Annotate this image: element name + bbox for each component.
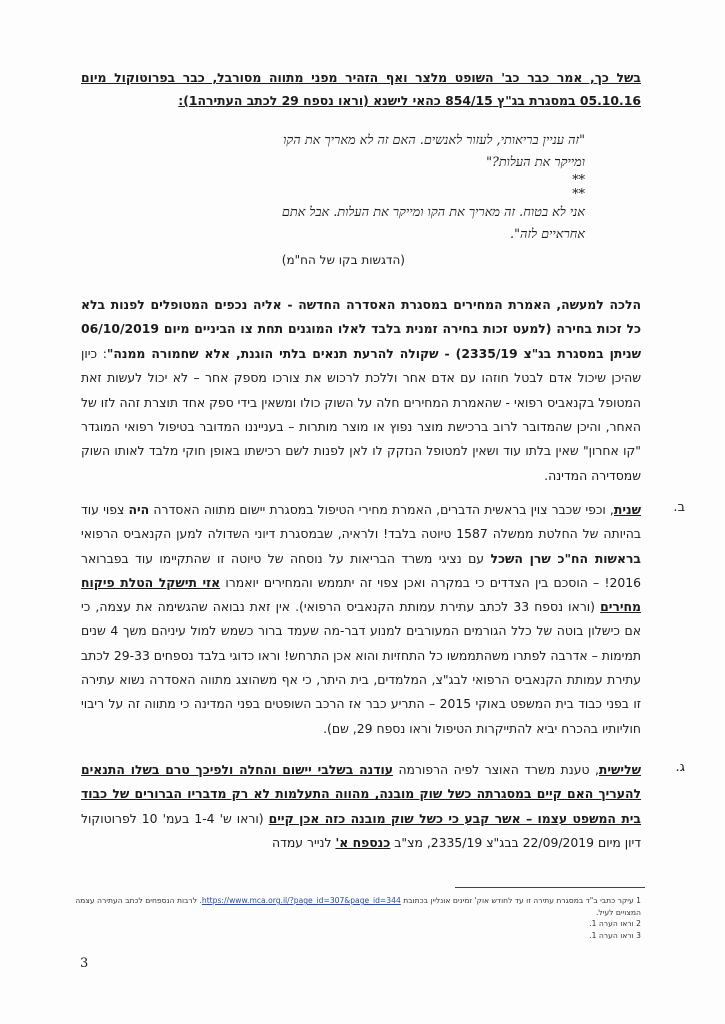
footnote-2: 2 וראו הערה 1. bbox=[589, 919, 641, 928]
footnote-3: 3 וראו הערה 1. bbox=[589, 930, 641, 940]
item-c-marker: ג. bbox=[675, 760, 685, 775]
quote-ellipsis: ** bbox=[572, 173, 585, 188]
item-c-text: , טענת משרד האוצר לפיה הרפורמה bbox=[393, 762, 599, 777]
emphasis-note: (הדגשות בקו של הח"מ) bbox=[281, 253, 405, 267]
item-b-marker: ב. bbox=[673, 500, 685, 515]
item-b-text: צפוי עוד בהיותה של החלטת ממשלה 1587 טיוטה בלבד! ולראיה, שבמסגרת דיוני השדולה למען הקנאביס הרפואי bbox=[81, 502, 641, 542]
footnote-1 bbox=[61, 895, 641, 918]
court-quote bbox=[145, 130, 585, 246]
item-b-lead: שנית bbox=[613, 502, 641, 517]
quote-ellipsis: ** bbox=[572, 187, 585, 202]
item-c-emphasis: עודנה בשלבי יישום והחלה ולפיכך טרם בשלו התנאים להעריך האם קיים במסגרתה כשל שוק מובנה, מהווה התעלמות לא רק מדבריו הברורים של כבוד בית המשפט עצמו – אשר קבע כי כשל שוק מובנה כזה אכן קיים bbox=[81, 762, 641, 826]
item-b-paragraph bbox=[81, 498, 641, 741]
item-b-text: עם נציגי משרד הבריאות על נוסחה של טיוטה זו שהתקיימו עוד בפברואר 2016! – הוסכם בין הצדדים כי במקרה ואכן צפוי זה יתממש והמחירים יואמרו bbox=[81, 550, 641, 590]
item-b-emphasis: היה bbox=[128, 502, 150, 517]
item-b-text: (וראו נספח 33 לכתב עתירת עמותת הקנאביס הרפואי). אין זאת נבואה שהגשימה את עצמה, כי אם כישלון בוטה של כלל הגורמים המעורבים למנוע דבר-מה שעמד ברור כשמש למול עיניהם משך 4 שנים תמימות – אדרבה לפתרו משהתממשו כל התחזיות והוא אכן התרחש! וראו כדוגי בלבד נספחים 29-33 לכתב עתירת עמותת הקנאביס הרפואי לבג"צ, המלמדים, בית היתר, כי אף משהוצג מתווה האסדרה נשוא עתירה זו בפני כבוד בית המשפט באוקי 2015 – התריע כבר אז הרכב השופטים בפני המדינה כי מתווה זה על ריבוי חוליותיו בהכרח יביא להתייקרות הטיפול וראו נספח 29, שם). bbox=[81, 599, 642, 736]
intro-line-2: 05.10.16 במסגרת בג"ץ 854/15 כהאי לישנא (וראו נספח 29 לכתב העתירה1): bbox=[178, 93, 641, 108]
item-c-text: (וראו ש' 1-4 בעמ' 10 לפרוטוקול דיון מיום 22/09/2019 בבג"צ 2335/19, מצ"ב bbox=[81, 810, 641, 850]
item-b-emphasis: אזי תישקל הטלת פיקוח מחירים bbox=[81, 574, 642, 615]
footnotes bbox=[61, 895, 641, 941]
quote-line: "זה עניין בריאותי, לעזור לאנשים. האם זה לא מאריך את הקו bbox=[283, 133, 585, 148]
paragraph-1-text: : כיון שהיכן שיכול אדם לבטל חוזהו עם אדם אחר וללכת לרכוש את צורכו מספק אחר – לא יכול לעשות זאת המטופל בקנאביס רפואי - שהאמרת המחירים חלה על השוק כולו ומשאין בידי ספק אחד תוצרת זהה לזו של האחר, והיכן שהמדובר לרוב ברכישת מוצר נפוץ או מוצר מותרות – בענייננו המדובר בטיפול רפואי המוגדר "קו אחרון" שאין בלתו עוד ושאין למטופל הנזקק לו לאן לפנות לשם רכישתו באופן חוקי מלבד לאותו השוק שמסדירה המדינה. bbox=[81, 345, 641, 483]
item-c-annex-ref: כנספח א' bbox=[335, 834, 391, 850]
quote-line: אחראיים לזה". bbox=[510, 227, 585, 242]
item-c-paragraph bbox=[81, 758, 641, 855]
footnote-number: 1 bbox=[636, 896, 641, 905]
page-number: 3 bbox=[80, 956, 89, 971]
footnote-divider bbox=[455, 887, 645, 888]
item-b-text: , וכפי שכבר צוין בראשית הדברים, האמרת מחירי הטיפול במסגרת יישום מתווה האסדרה bbox=[149, 502, 614, 517]
paragraph-1 bbox=[81, 293, 641, 488]
paragraph-1-bold: הלכה למעשה, האמרת המחירים במסגרת האסדרה החדשה - אליה נכפים המטופלים לפנות בלא כל זכות בחירה (למעט זכות בחירה זמנית בלבד לאלו המוגנים תחת צו הביניים מיום 06/10/2019 שניתן במסגרת בג"צ 2335/19) - שקולה להרעת תנאים בלתי הוגנת, אלא שחמורה ממנה" bbox=[81, 297, 641, 361]
intro-line-1: בשל כך, אמר כבר כב' השופט מלצר ואף הזהיר מפני מתווה מסורבל, כבר בפרוטוקול מיום bbox=[81, 70, 641, 85]
item-c-lead: שלישית bbox=[598, 762, 641, 777]
footnote-text: . לרבות הנספחים לכתב העתירה עצמה המצויים לעיל. bbox=[75, 896, 641, 917]
quote-line: ומייקר את העלות?" bbox=[486, 155, 585, 170]
item-c-text: לנייר עמדה bbox=[272, 834, 336, 850]
footnote-text: עיקר כתבי ב"ד במסגרת עתירה זו עד לחודש אוק' זמינים אונליין בכתובת bbox=[400, 896, 637, 905]
footnote-link[interactable]: https://www.mca.org.il/?page_id=307&page_id=344 bbox=[201, 896, 401, 905]
item-b-emphasis: בראשות הח"כ שרן השכל bbox=[490, 550, 641, 566]
quote-line: אני לא בטוח. זה מאריך את הקו ומייקר את העלות. אבל אתם bbox=[281, 205, 585, 220]
intro-paragraph bbox=[81, 66, 641, 112]
